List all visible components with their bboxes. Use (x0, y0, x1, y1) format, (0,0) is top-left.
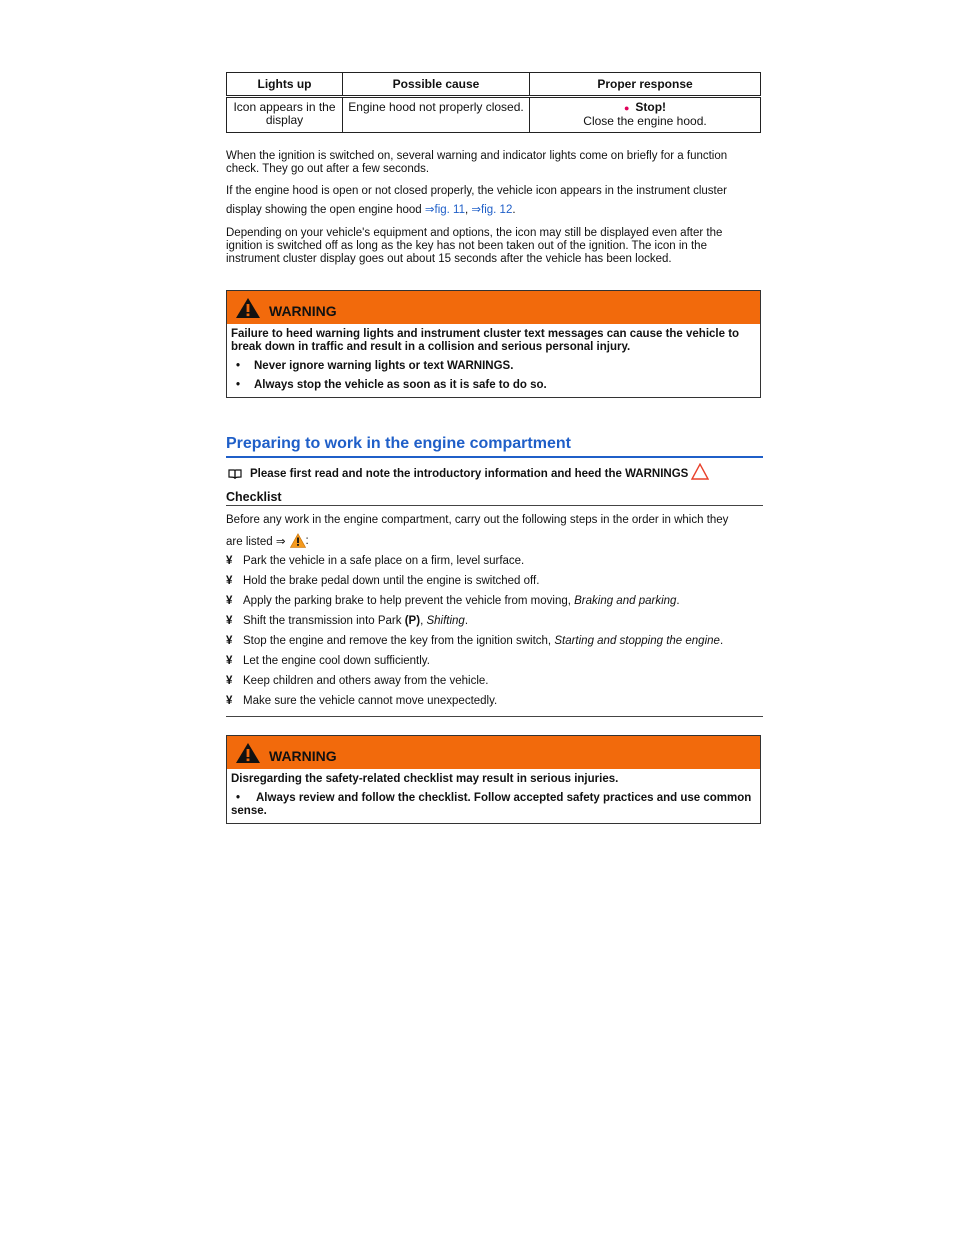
list-item: ¥ Stop the engine and remove the key from the ignition switch, Starting and stopping the engine. (226, 635, 724, 647)
step-text: Let the engine cool down sufficiently. (243, 655, 430, 667)
bullet-icon: • (236, 360, 241, 372)
warning-header (227, 291, 760, 324)
step-check-icon: ¥ (226, 555, 233, 567)
warning-box (226, 290, 761, 398)
step-text: Make sure the vehicle cannot move unexpectedly. (243, 695, 498, 707)
checklist-listed (226, 533, 761, 548)
colon: : (305, 534, 309, 547)
paragraph-hood-open-text: If the engine hood is open or not closed properly, the vehicle icon appears in the instrument cluster display showing the open engine hood (226, 185, 727, 216)
warning-bullet-text: Always stop the vehicle as soon as it is safe to do so. (254, 379, 547, 391)
warning-bullet-text: Always review and follow the checklist. Follow accepted safety practices and use common sense. (231, 792, 752, 817)
table-header-row (227, 73, 761, 97)
warning-text: Failure to heed warning lights and instrument cluster text messages can cause the vehicle to break down in traffic and result in a collision and serious personal injury. (231, 328, 740, 353)
intro-text: Please first read and note the introductory information and heed the WARNINGS (250, 468, 689, 480)
column-header: Proper response (530, 73, 761, 97)
warning-box (226, 735, 761, 824)
warning-body (227, 324, 760, 397)
table-row (227, 97, 761, 133)
divider (226, 716, 763, 717)
paragraph-icon-display: Depending on your vehicle's equipment and options, the icon may still be displayed even after the ignition is switched off as long as the key has not been taken out of the ignition. The icon in the instrument cluster display goes out about 15 seconds after the vehicle has been locked. (226, 227, 723, 265)
paragraph-hood-open: If the engine hood is open or not closed properly, the vehicle icon appears in the instrument cluster display showing the open engine hood ⇒fig. 11, ⇒fig. 12. (226, 185, 727, 216)
checklist-intro: Before any work in the engine compartment, carry out the following steps in the order in which they (226, 514, 729, 526)
page-content (226, 72, 761, 824)
cell-cause: Engine hood not properly closed. (343, 97, 530, 133)
checklist-title: Checklist (226, 490, 763, 506)
step-reference: Braking and parking (574, 595, 677, 607)
warning-triangle-icon (290, 533, 306, 548)
warning-bullet (231, 360, 755, 373)
list-item (226, 695, 761, 708)
list-item (226, 675, 761, 688)
warning-triangle-icon (235, 742, 261, 764)
cell-response (530, 97, 761, 133)
step-text: Hold the brake pedal down until the engine is switched off. (243, 575, 540, 587)
warning-outline-icon (691, 463, 709, 480)
step-check-icon: ¥ (226, 595, 233, 607)
list-item (226, 555, 761, 568)
warning-header (227, 736, 760, 769)
step-reference: Shifting (426, 615, 465, 627)
bullet-icon: • (236, 792, 241, 804)
step-check-icon: ¥ (226, 635, 233, 647)
stop-icon: ● (623, 103, 630, 113)
warning-body (227, 769, 760, 823)
step-check-icon: ¥ (226, 695, 233, 707)
warning-bullet-text: Never ignore warning lights or text WARNINGS. (254, 360, 514, 372)
fig-12-link[interactable]: ⇒fig. 12 (471, 204, 513, 216)
warning-text: Disregarding the safety-related checklist may result in serious injuries. (231, 773, 619, 785)
warning-bullet (231, 792, 755, 818)
indicator-table (226, 72, 761, 133)
list-item (226, 655, 761, 668)
step-check-icon: ¥ (226, 655, 233, 667)
step-text: Apply the parking brake to help prevent the vehicle from moving, (243, 595, 575, 607)
checklist-listed-text: are listed ⇒ (226, 535, 286, 548)
step-reference: Starting and stopping the engine (554, 635, 720, 647)
list-item: ¥ Shift the transmission into Park (P), Shifting. (226, 615, 469, 627)
warning-bullet (231, 379, 755, 392)
cell-lights-up: Icon appears in the display (227, 97, 343, 133)
response-text: Close the engine hood. (583, 114, 707, 128)
step-text: Park the vehicle in a safe place on a firm, level surface. (243, 555, 525, 567)
step-text: Shift the transmission into Park (243, 615, 405, 627)
step-bold: (P) (404, 615, 421, 627)
warning-label: WARNING (269, 747, 337, 764)
step-check-icon: ¥ (226, 615, 233, 627)
warning-label: WARNING (269, 302, 337, 319)
book-icon (228, 469, 242, 479)
section-title: Preparing to work in the engine compartment (226, 435, 763, 458)
column-header: Lights up (227, 73, 343, 97)
step-check-icon: ¥ (226, 575, 233, 587)
column-header: Possible cause (343, 73, 530, 97)
warning-triangle-icon (235, 297, 261, 319)
list-item: ¥ Apply the parking brake to help prevent the vehicle from moving, Braking and parking. (226, 595, 680, 607)
step-text: Keep children and others away from the vehicle. (243, 675, 489, 687)
fig-11-link[interactable]: ⇒fig. 11 (424, 204, 465, 216)
list-item (226, 575, 761, 588)
response-title: Stop! (635, 100, 667, 114)
step-text: Stop the engine and remove the key from the ignition switch, (243, 635, 555, 647)
intro-note (226, 468, 761, 480)
step-check-icon: ¥ (226, 675, 233, 687)
checklist-steps (226, 555, 761, 708)
bullet-icon: • (236, 379, 241, 391)
paragraph-function-check: When the ignition is switched on, several warning and indicator lights come on briefly for a function check. They go out after a few seconds. (226, 150, 728, 175)
